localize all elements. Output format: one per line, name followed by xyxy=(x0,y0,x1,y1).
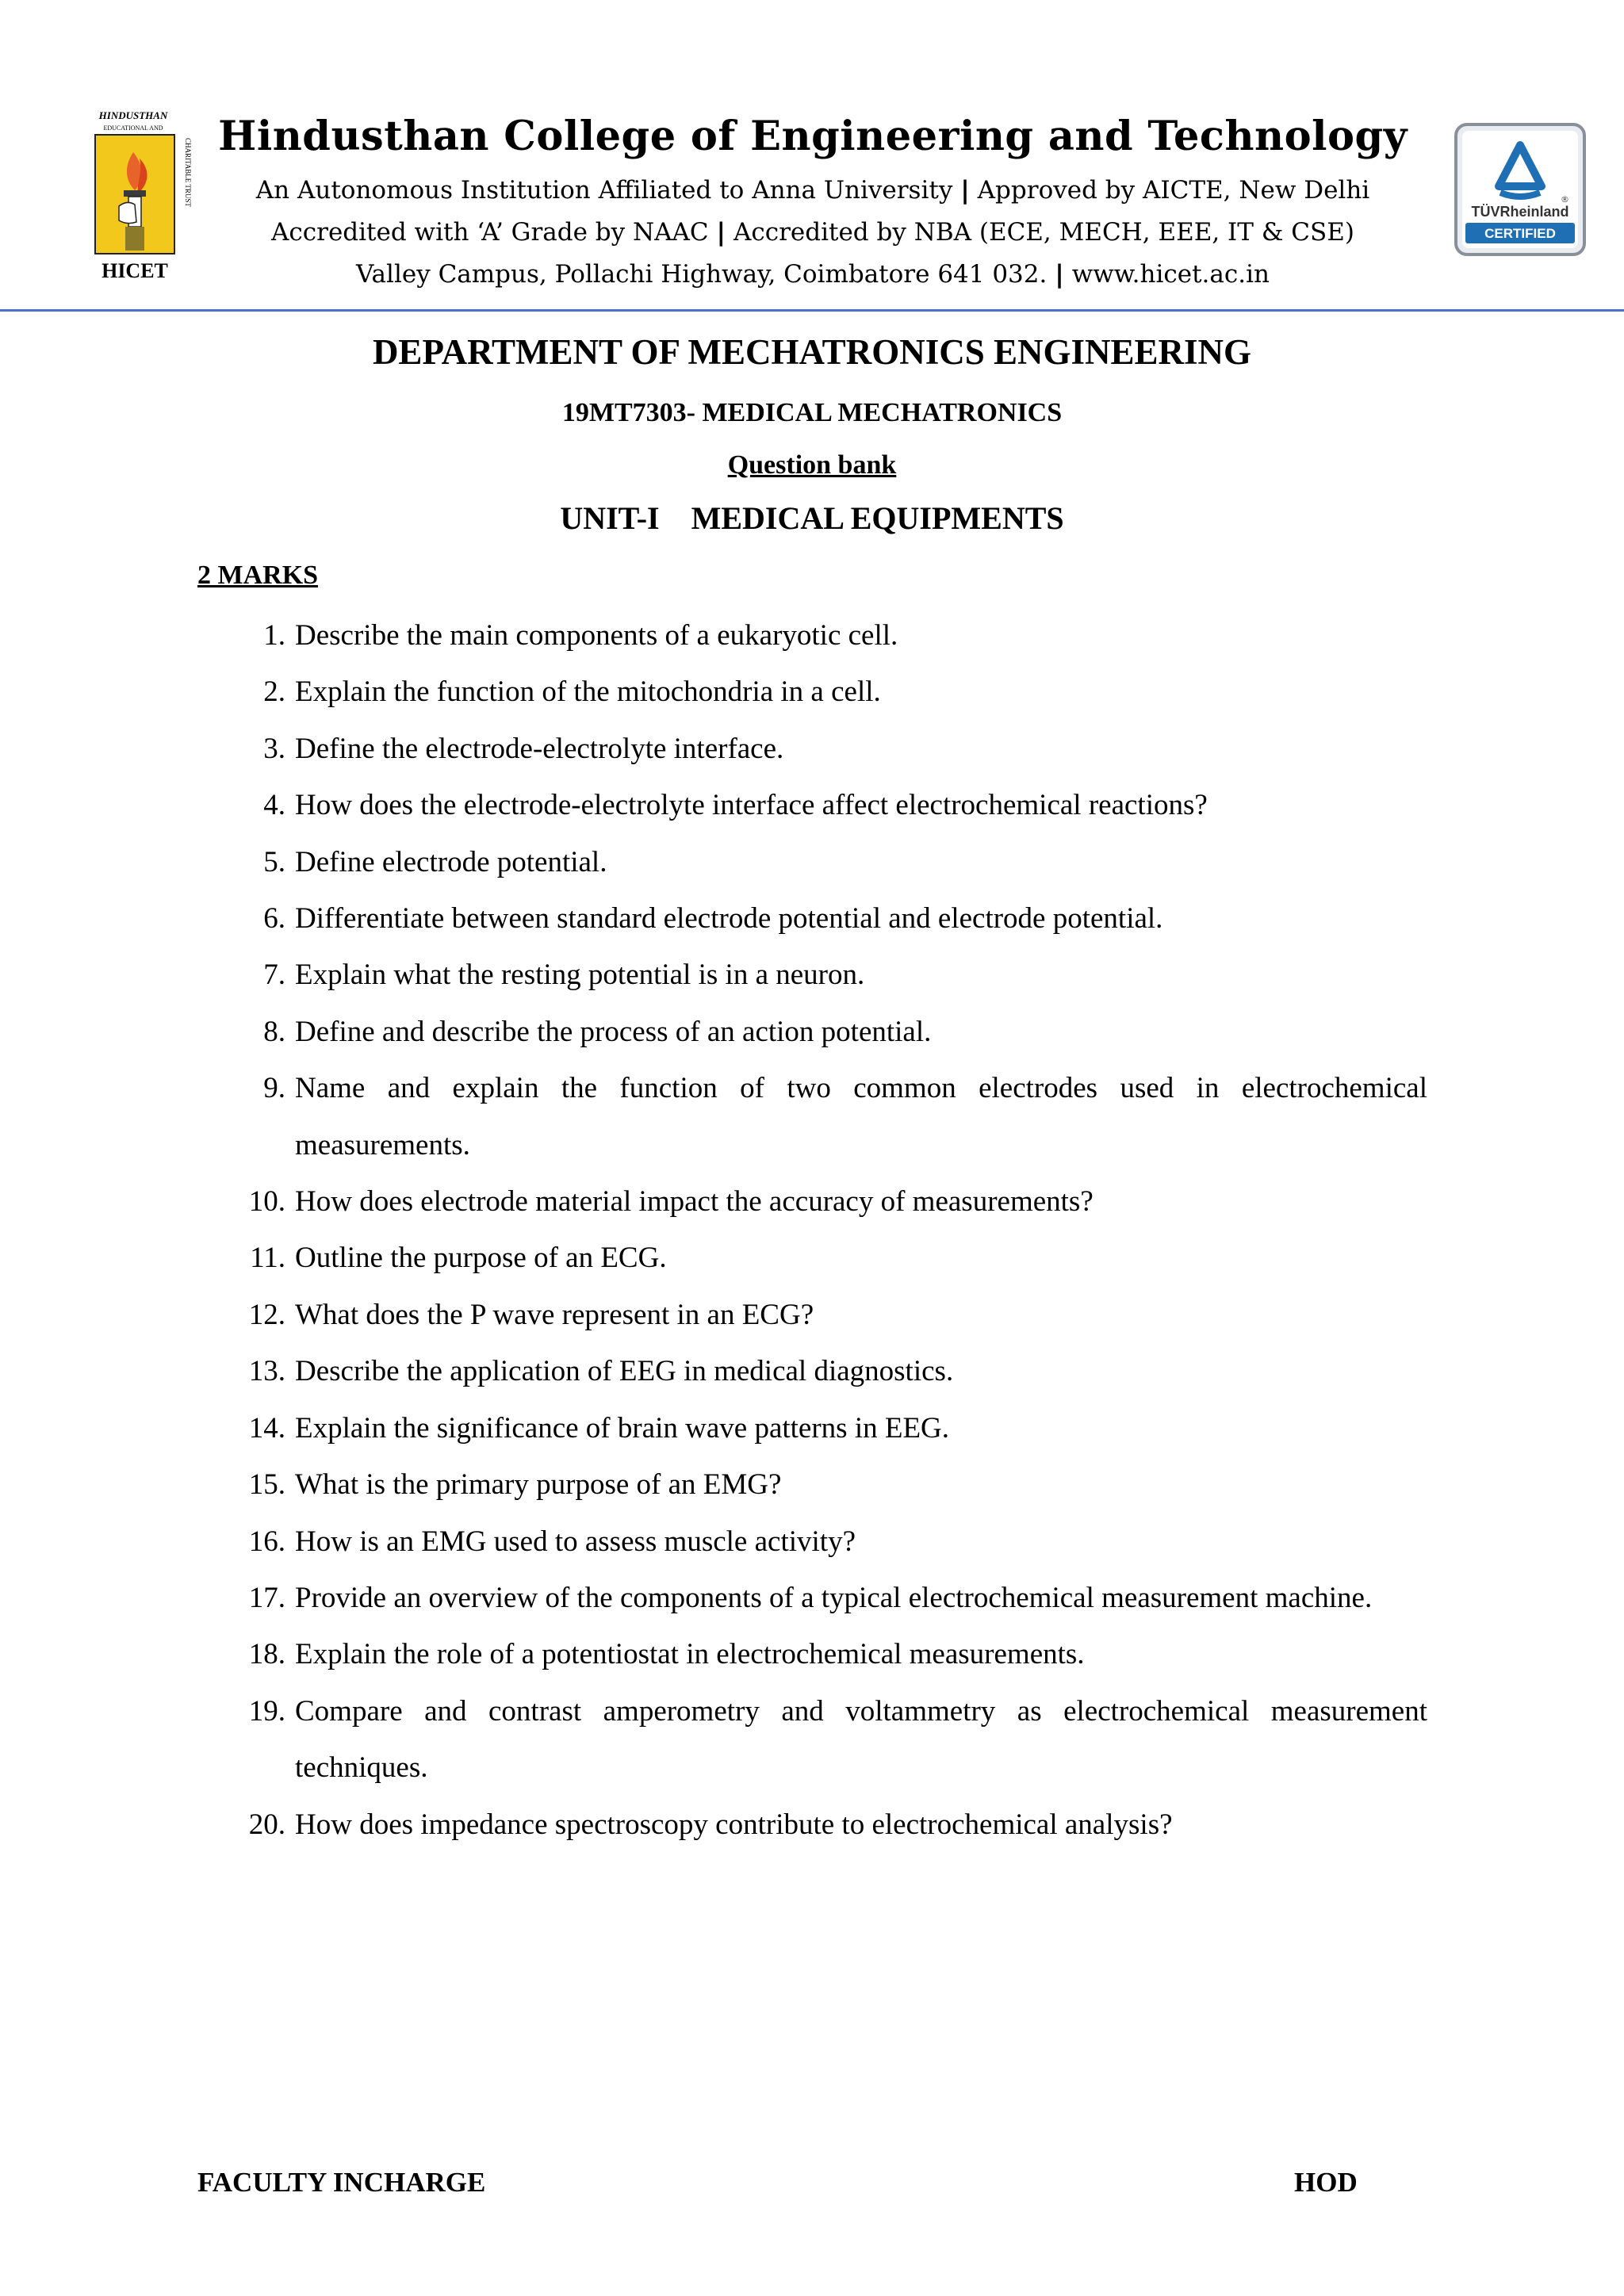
approval-text: Approved by AICTE, New Delhi xyxy=(977,176,1370,205)
address-line xyxy=(198,260,1427,289)
question-text: Define the electrode-electrolyte interface. xyxy=(295,732,784,765)
tuv-brand: TÜVRheinland xyxy=(1471,204,1569,220)
hod-signature-label: HOD xyxy=(1294,2167,1358,2198)
question-text: Define and describe the process of an action potential. xyxy=(295,1015,932,1048)
accreditation-line xyxy=(198,218,1427,247)
question-number: 2. xyxy=(263,675,285,709)
logo-side-text: CHARITABLE TRUST xyxy=(184,138,192,207)
separator: | xyxy=(716,218,726,247)
question-number: 10. xyxy=(248,1185,285,1219)
question-item xyxy=(238,777,1427,833)
question-item xyxy=(238,607,1427,664)
page-header xyxy=(0,0,1624,311)
question-text: What is the primary purpose of an EMG? xyxy=(295,1468,782,1502)
question-text: Define electrode potential. xyxy=(295,845,607,878)
registered-mark: ® xyxy=(1561,194,1569,205)
question-item xyxy=(238,947,1427,1003)
question-number: 16. xyxy=(248,1525,285,1558)
logo-top-text: HINDUSTHAN xyxy=(98,111,168,121)
logo-sub-text: EDUCATIONAL AND xyxy=(103,124,163,132)
question-number: 1. xyxy=(263,619,285,652)
question-item xyxy=(238,834,1427,890)
question-item xyxy=(238,1230,1427,1286)
question-item xyxy=(238,1513,1427,1570)
question-number: 12. xyxy=(248,1298,285,1331)
tuv-certified-icon xyxy=(1454,123,1586,256)
affiliation-line xyxy=(198,176,1427,205)
address-text: Valley Campus, Pollachi Highway, Coimbatore 641 032. xyxy=(356,260,1048,289)
question-number: 5. xyxy=(263,845,285,878)
separator: | xyxy=(960,176,970,205)
question-item xyxy=(238,890,1427,947)
question-text: Provide an overview of the components of a typical electrochemical measurement machine. xyxy=(295,1581,1373,1614)
section-heading: 2 MARKS xyxy=(197,561,319,590)
question-text: Differentiate between standard electrode potential and electrode potential. xyxy=(295,902,1163,936)
question-item xyxy=(238,1400,1427,1456)
website-text: www.hicet.ac.in xyxy=(1071,260,1270,289)
question-item xyxy=(238,1060,1427,1173)
question-text: Describe the main components of a eukaryotic cell. xyxy=(295,619,898,652)
question-item xyxy=(238,1797,1427,1853)
question-number: 15. xyxy=(248,1468,285,1502)
question-text: Explain the function of the mitochondria in a cell. xyxy=(295,675,881,709)
department-title: DEPARTMENT OF MECHATRONICS ENGINEERING xyxy=(372,332,1252,372)
question-text: Describe the application of EEG in medical diagnostics. xyxy=(295,1355,954,1388)
document-type: Question bank xyxy=(727,450,897,480)
question-text: Outline the purpose of an ECG. xyxy=(295,1242,667,1275)
question-text: Compare and contrast amperometry and voltammetry as electrochemical measurement techniques. xyxy=(295,1694,1427,1785)
nba-text: Accredited by NBA (ECE, MECH, EEE, IT & CSE) xyxy=(733,218,1354,247)
question-item xyxy=(238,1343,1427,1399)
question-item xyxy=(238,1626,1427,1682)
question-number: 14. xyxy=(248,1411,285,1445)
question-number: 7. xyxy=(263,959,285,992)
question-item xyxy=(238,1287,1427,1343)
question-number: 18. xyxy=(248,1638,285,1671)
question-text: How does the electrode-electrolyte interface affect electrochemical reactions? xyxy=(295,789,1208,822)
question-text: Explain the significance of brain wave patterns in EEG. xyxy=(295,1411,950,1445)
question-text: How is an EMG used to assess muscle activity? xyxy=(295,1525,856,1558)
question-number: 8. xyxy=(263,1015,285,1048)
question-text: Explain the role of a potentiostat in electrochemical measurements. xyxy=(295,1638,1085,1671)
question-number: 13. xyxy=(248,1355,285,1388)
separator: | xyxy=(1055,260,1064,289)
question-text: Name and explain the function of two common electrodes used in electrochemical measurements. xyxy=(295,1072,1427,1161)
naac-text: Accredited with ‘A’ Grade by NAAC xyxy=(271,218,709,247)
question-list xyxy=(238,607,1427,1853)
course-title: 19MT7303- MEDICAL MECHATRONICS xyxy=(561,398,1063,427)
question-item xyxy=(238,1173,1427,1230)
question-number: 4. xyxy=(263,789,285,822)
question-number: 11. xyxy=(250,1242,285,1275)
question-item xyxy=(238,1456,1427,1513)
question-number: 6. xyxy=(263,902,285,936)
question-number: 3. xyxy=(263,732,285,765)
certification-badge xyxy=(1454,123,1586,256)
question-item xyxy=(238,721,1427,777)
question-number: 17. xyxy=(248,1581,285,1614)
logo-bottom-text: HICET xyxy=(102,259,168,282)
question-item xyxy=(238,1004,1427,1060)
question-item xyxy=(238,664,1427,720)
question-text: How does electrode material impact the accuracy of measurements? xyxy=(295,1185,1094,1219)
question-text: How does impedance spectroscopy contribute to electrochemical analysis? xyxy=(295,1808,1173,1841)
unit-title: UNIT-I MEDICAL EQUIPMENTS xyxy=(560,500,1064,536)
question-number: 19. xyxy=(248,1694,285,1728)
affiliation-text: An Autonomous Institution Affiliated to Anna University xyxy=(255,176,953,205)
question-item xyxy=(238,1570,1427,1626)
question-number: 9. xyxy=(263,1072,285,1105)
header-divider xyxy=(0,309,1624,312)
question-text: Explain what the resting potential is in a neuron. xyxy=(295,959,865,992)
question-text: What does the P wave represent in an ECG? xyxy=(295,1298,814,1331)
faculty-signature-label: FACULTY INCHARGE xyxy=(197,2167,486,2198)
tuv-badge-text: CERTIFIED xyxy=(1484,226,1556,241)
college-name: Hindusthan College of Engineering and Technology xyxy=(218,113,1408,160)
question-number: 20. xyxy=(248,1808,285,1841)
question-item xyxy=(238,1683,1427,1797)
